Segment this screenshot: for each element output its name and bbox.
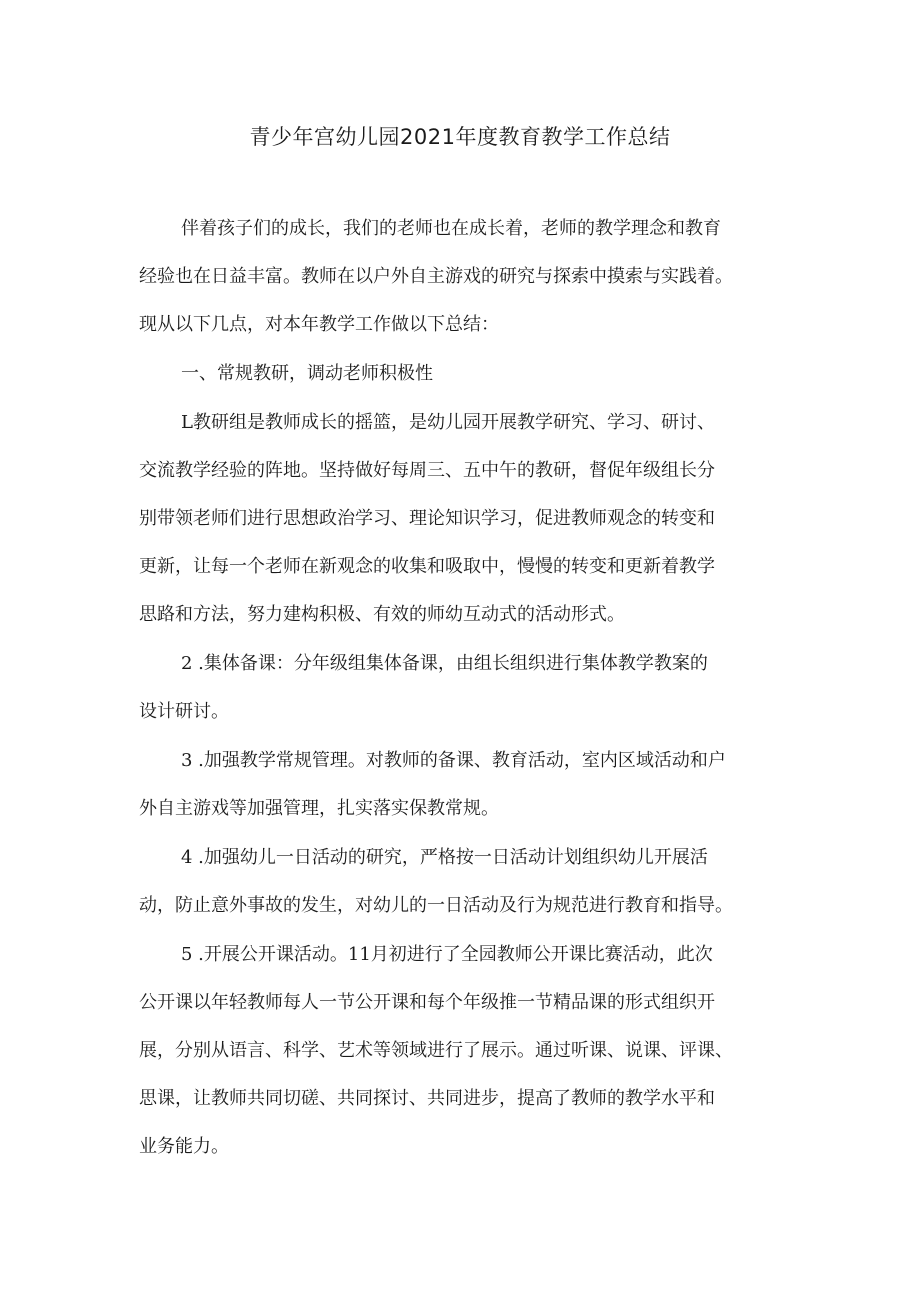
paragraph-line: 3 .加强教学常规管理。对教师的备课、教育活动，室内区域活动和户 [181,750,726,771]
paragraph-line: 思路和方法，努力建构积极、有效的师幼互动式的活动形式。 [139,604,625,625]
paragraph-line: 现从以下几点，对本年教学工作做以下总结： [139,314,499,335]
paragraph-line: 更新，让每一个老师在新观念的收集和吸取中，慢慢的转变和更新着教学 [139,556,715,577]
paragraph-line: 4 .加强幼儿一日活动的研究，严格按一日活动计划组织幼儿开展活 [181,847,708,868]
section-heading: 一、常规教研，调动老师积极性 [181,363,433,384]
paragraph-line: 外自主游戏等加强管理，扎实落实保教常规。 [139,798,499,819]
paragraph-line: 公开课以年轻教师每人一节公开课和每个年级推一节精品课的形式组织开 [139,992,715,1013]
paragraph-line: 业务能力。 [139,1136,229,1157]
paragraph-line: 5 .开展公开课活动。11月初进行了全园教师公开课比赛活动，此次 [181,944,713,965]
paragraph-line: 动，防止意外事故的发生，对幼儿的一日活动及行为规范进行教育和指导。 [139,895,733,916]
paragraph-line: 经验也在日益丰富。教师在以户外自主游戏的研究与探索中摸索与实践着。 [139,266,733,287]
paragraph-line: 思课，让教师共同切磋、共同探讨、共同进步，提高了教师的教学水平和 [139,1088,715,1109]
document-title: 青少年宫幼儿园2021年度教育教学工作总结 [249,125,671,149]
paragraph-line: 别带领老师们进行思想政治学习、理论知识学习，促进教师观念的转变和 [139,508,715,529]
paragraph-line: 展，分别从语言、科学、艺术等领域进行了展示。通过听课、说课、评课、 [139,1040,733,1061]
paragraph-line: 伴着孩子们的成长，我们的老师也在成长着，老师的教学理念和教育 [181,218,721,239]
paragraph-line: 交流教学经验的阵地。坚持做好每周三、五中午的教研，督促年级组长分 [139,460,715,481]
paragraph-line: 2 .集体备课：分年级组集体备课，由组长组织进行集体教学教案的 [181,653,708,674]
paragraph-line: L教研组是教师成长的摇篮，是幼儿园开展教学研究、学习、研讨、 [181,412,715,433]
paragraph-line: 设计研讨。 [139,701,229,722]
